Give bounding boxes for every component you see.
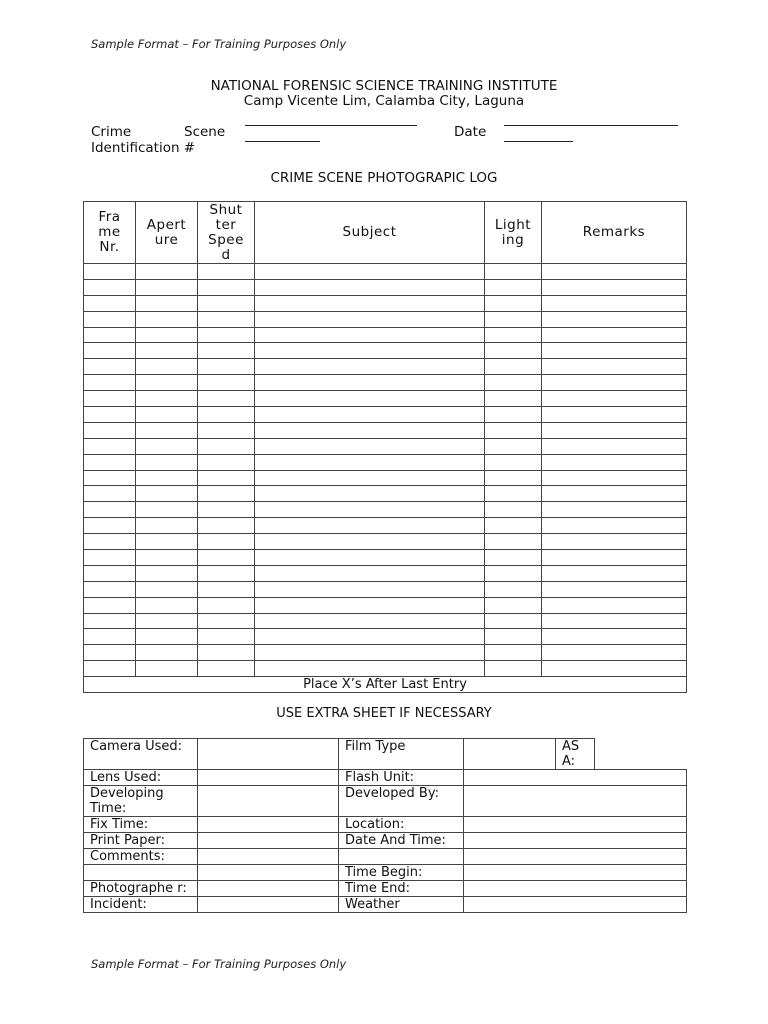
log-cell[interactable] xyxy=(84,391,136,407)
table-row xyxy=(84,264,687,280)
log-cell[interactable] xyxy=(84,407,136,423)
log-cell[interactable] xyxy=(542,375,687,391)
log-cell[interactable] xyxy=(84,343,136,359)
log-cell[interactable] xyxy=(136,597,198,613)
log-cell[interactable] xyxy=(255,534,485,550)
log-cell[interactable] xyxy=(136,486,198,502)
log-cell[interactable] xyxy=(136,518,198,534)
log-cell[interactable] xyxy=(542,534,687,550)
log-cell[interactable] xyxy=(485,597,542,613)
table-row xyxy=(84,295,687,311)
log-cell[interactable] xyxy=(136,311,198,327)
log-cell[interactable] xyxy=(485,565,542,581)
log-cell[interactable] xyxy=(198,343,255,359)
log-cell[interactable] xyxy=(485,661,542,677)
comments-field-3[interactable] xyxy=(198,865,339,881)
log-cell[interactable] xyxy=(198,470,255,486)
identification-label: Identification # xyxy=(91,140,196,156)
log-cell[interactable] xyxy=(255,454,485,470)
photographer-field[interactable] xyxy=(198,881,339,897)
log-cell[interactable] xyxy=(84,470,136,486)
log-cell[interactable] xyxy=(198,502,255,518)
date-and-time-field[interactable] xyxy=(464,833,687,849)
log-cell[interactable] xyxy=(198,359,255,375)
blank-field[interactable] xyxy=(464,849,687,865)
log-cell[interactable] xyxy=(542,613,687,629)
log-cell[interactable] xyxy=(255,502,485,518)
log-title: CRIME SCENE PHOTOGRAPIC LOG xyxy=(270,170,498,186)
log-cell[interactable] xyxy=(485,295,542,311)
print-paper-label: Print Paper: xyxy=(84,833,198,849)
table-row xyxy=(84,597,687,613)
log-cell[interactable] xyxy=(485,438,542,454)
log-cell[interactable] xyxy=(255,264,485,280)
table-row xyxy=(84,375,687,391)
log-cell[interactable] xyxy=(136,502,198,518)
developing-time-field[interactable] xyxy=(198,786,339,817)
photo-info-table xyxy=(83,738,687,913)
log-cell[interactable] xyxy=(255,391,485,407)
log-cell[interactable] xyxy=(84,629,136,645)
log-cell[interactable] xyxy=(136,470,198,486)
log-cell[interactable] xyxy=(136,295,198,311)
log-cell[interactable] xyxy=(136,422,198,438)
log-cell[interactable] xyxy=(255,550,485,566)
log-cell[interactable] xyxy=(485,470,542,486)
log-cell[interactable] xyxy=(485,454,542,470)
header-note: Sample Format – For Training Purposes Only xyxy=(91,37,347,51)
location-field[interactable] xyxy=(464,817,687,833)
table-row xyxy=(84,534,687,550)
log-cell[interactable] xyxy=(84,565,136,581)
location-label: Location: xyxy=(339,817,464,833)
table-row xyxy=(84,279,687,295)
log-cell[interactable] xyxy=(542,264,687,280)
log-cell[interactable] xyxy=(542,295,687,311)
log-cell[interactable] xyxy=(84,438,136,454)
log-cell[interactable] xyxy=(255,597,485,613)
log-cell[interactable] xyxy=(198,629,255,645)
log-cell[interactable] xyxy=(198,375,255,391)
log-cell[interactable] xyxy=(485,502,542,518)
log-cell[interactable] xyxy=(136,391,198,407)
scene-label: Scene xyxy=(184,124,226,140)
log-cell[interactable] xyxy=(198,454,255,470)
log-cell[interactable] xyxy=(84,581,136,597)
log-cell[interactable] xyxy=(84,359,136,375)
log-cell[interactable] xyxy=(136,661,198,677)
date-and-time-label: Date And Time: xyxy=(339,833,464,849)
log-cell[interactable] xyxy=(136,279,198,295)
log-cell[interactable] xyxy=(255,661,485,677)
log-cell[interactable] xyxy=(198,279,255,295)
flash-unit-label: Flash Unit: xyxy=(339,770,464,786)
log-cell[interactable] xyxy=(542,311,687,327)
log-cell[interactable] xyxy=(198,661,255,677)
log-cell[interactable] xyxy=(136,629,198,645)
date-line[interactable] xyxy=(504,125,678,126)
log-cell[interactable] xyxy=(198,534,255,550)
log-cell[interactable] xyxy=(485,279,542,295)
log-cell[interactable] xyxy=(485,375,542,391)
log-cell[interactable] xyxy=(542,502,687,518)
camera-used-field[interactable] xyxy=(198,739,339,770)
log-cell[interactable] xyxy=(255,470,485,486)
log-cell[interactable] xyxy=(255,279,485,295)
log-cell[interactable] xyxy=(136,438,198,454)
log-cell[interactable] xyxy=(485,422,542,438)
log-cell[interactable] xyxy=(136,375,198,391)
table-row xyxy=(84,550,687,566)
comments-field-2[interactable] xyxy=(84,865,198,881)
log-cell[interactable] xyxy=(255,565,485,581)
incident-field[interactable] xyxy=(198,897,339,913)
table-row xyxy=(84,359,687,375)
log-cell[interactable] xyxy=(255,645,485,661)
film-type-label: Film Type xyxy=(339,739,464,770)
column-header-subject: Subject xyxy=(255,202,485,264)
log-cell[interactable] xyxy=(198,597,255,613)
fix-time-field[interactable] xyxy=(198,817,339,833)
log-cell[interactable] xyxy=(255,613,485,629)
photographic-log-table xyxy=(83,201,687,693)
fix-time-label: Fix Time: xyxy=(84,817,198,833)
developed-by-field[interactable] xyxy=(464,786,687,817)
log-cell[interactable] xyxy=(84,279,136,295)
column-header-frame: Fra me Nr. xyxy=(84,202,136,264)
log-cell[interactable] xyxy=(84,375,136,391)
table-row xyxy=(84,613,687,629)
log-cell[interactable] xyxy=(136,565,198,581)
log-cell[interactable] xyxy=(198,391,255,407)
log-cell[interactable] xyxy=(485,629,542,645)
lens-used-field[interactable] xyxy=(198,770,339,786)
table-row xyxy=(84,454,687,470)
column-header-lighting: Light ing xyxy=(485,202,542,264)
log-cell[interactable] xyxy=(136,343,198,359)
log-cell[interactable] xyxy=(542,343,687,359)
log-cell[interactable] xyxy=(255,629,485,645)
log-cell[interactable] xyxy=(542,454,687,470)
developing-time-label: Developing Time: xyxy=(84,786,198,817)
log-cell[interactable] xyxy=(542,279,687,295)
time-end-field[interactable] xyxy=(464,881,687,897)
log-cell[interactable] xyxy=(198,422,255,438)
table-row xyxy=(84,661,687,677)
table-row xyxy=(84,407,687,423)
table-row xyxy=(84,470,687,486)
log-cell[interactable] xyxy=(542,438,687,454)
log-cell[interactable] xyxy=(84,613,136,629)
table-row xyxy=(84,486,687,502)
log-cell[interactable] xyxy=(485,311,542,327)
log-cell[interactable] xyxy=(84,518,136,534)
log-cell[interactable] xyxy=(485,486,542,502)
log-cell[interactable] xyxy=(136,534,198,550)
log-cell[interactable] xyxy=(255,438,485,454)
log-cell[interactable] xyxy=(542,550,687,566)
date-line-2[interactable] xyxy=(504,141,573,142)
log-cell[interactable] xyxy=(198,613,255,629)
log-cell[interactable] xyxy=(136,581,198,597)
time-begin-label: Time Begin: xyxy=(339,865,464,881)
log-cell[interactable] xyxy=(485,391,542,407)
log-cell[interactable] xyxy=(255,359,485,375)
log-footer: Place X’s After Last Entry xyxy=(84,677,687,693)
log-cell[interactable] xyxy=(485,518,542,534)
log-cell[interactable] xyxy=(84,311,136,327)
log-cell[interactable] xyxy=(198,264,255,280)
footer-note: Sample Format – For Training Purposes Only xyxy=(91,957,347,971)
log-cell[interactable] xyxy=(542,597,687,613)
incident-label: Incident: xyxy=(84,897,198,913)
log-cell[interactable] xyxy=(485,327,542,343)
log-cell[interactable] xyxy=(542,359,687,375)
blank-label xyxy=(339,849,464,865)
log-cell[interactable] xyxy=(255,518,485,534)
log-cell[interactable] xyxy=(542,327,687,343)
log-cell[interactable] xyxy=(485,645,542,661)
lens-used-label: Lens Used: xyxy=(84,770,198,786)
film-type-field[interactable] xyxy=(464,739,556,770)
log-cell[interactable] xyxy=(485,407,542,423)
log-cell[interactable] xyxy=(84,645,136,661)
log-cell[interactable] xyxy=(136,454,198,470)
time-begin-field[interactable] xyxy=(464,865,687,881)
weather-label: Weather xyxy=(339,897,464,913)
log-cell[interactable] xyxy=(542,470,687,486)
column-header-aperture: Apert ure xyxy=(136,202,198,264)
log-cell[interactable] xyxy=(84,327,136,343)
log-cell[interactable] xyxy=(542,486,687,502)
table-row xyxy=(84,391,687,407)
asa-label: AS A: xyxy=(556,739,595,770)
log-cell[interactable] xyxy=(542,629,687,645)
log-cell[interactable] xyxy=(485,359,542,375)
log-cell[interactable] xyxy=(136,613,198,629)
log-cell[interactable] xyxy=(485,581,542,597)
identification-line[interactable] xyxy=(245,141,320,142)
log-cell[interactable] xyxy=(542,391,687,407)
log-cell[interactable] xyxy=(542,422,687,438)
comments-field[interactable] xyxy=(198,849,339,865)
log-cell[interactable] xyxy=(198,407,255,423)
asa-field[interactable] xyxy=(595,739,687,770)
log-cell[interactable] xyxy=(136,645,198,661)
crime-scene-line[interactable] xyxy=(245,125,417,126)
log-cell[interactable] xyxy=(136,407,198,423)
log-cell[interactable] xyxy=(84,597,136,613)
table-row xyxy=(84,629,687,645)
column-header-shutter-speed: Shut ter Spee d xyxy=(198,202,255,264)
table-row xyxy=(84,645,687,661)
log-cell[interactable] xyxy=(542,518,687,534)
log-cell[interactable] xyxy=(198,486,255,502)
log-cell[interactable] xyxy=(255,581,485,597)
organization-address: Camp Vicente Lim, Calamba City, Laguna xyxy=(243,93,525,109)
log-cell[interactable] xyxy=(255,486,485,502)
table-row xyxy=(84,581,687,597)
extra-sheet-note: USE EXTRA SHEET IF NECESSARY xyxy=(276,706,492,721)
organization-name: NATIONAL FORENSIC SCIENCE TRAINING INSTITUTE xyxy=(210,78,558,94)
table-row xyxy=(84,327,687,343)
log-cell[interactable] xyxy=(198,295,255,311)
weather-field[interactable] xyxy=(464,897,687,913)
log-cell[interactable] xyxy=(255,407,485,423)
log-cell[interactable] xyxy=(255,375,485,391)
log-cell[interactable] xyxy=(485,264,542,280)
log-cell[interactable] xyxy=(84,534,136,550)
log-cell[interactable] xyxy=(255,311,485,327)
table-row xyxy=(84,438,687,454)
table-row xyxy=(84,518,687,534)
table-row xyxy=(84,422,687,438)
log-cell[interactable] xyxy=(136,550,198,566)
log-cell[interactable] xyxy=(198,311,255,327)
log-cell[interactable] xyxy=(255,295,485,311)
log-cell[interactable] xyxy=(255,343,485,359)
table-row xyxy=(84,343,687,359)
log-cell[interactable] xyxy=(198,438,255,454)
log-cell[interactable] xyxy=(84,661,136,677)
log-cell[interactable] xyxy=(542,407,687,423)
log-cell[interactable] xyxy=(198,550,255,566)
table-row xyxy=(84,565,687,581)
log-cell[interactable] xyxy=(485,550,542,566)
log-cell[interactable] xyxy=(198,645,255,661)
log-cell[interactable] xyxy=(255,327,485,343)
log-cell[interactable] xyxy=(198,565,255,581)
column-header-remarks: Remarks xyxy=(542,202,687,264)
log-cell[interactable] xyxy=(198,518,255,534)
developed-by-label: Developed By: xyxy=(339,786,464,817)
log-cell[interactable] xyxy=(485,534,542,550)
log-cell[interactable] xyxy=(84,502,136,518)
time-end-label: Time End: xyxy=(339,881,464,897)
log-cell[interactable] xyxy=(198,327,255,343)
log-cell[interactable] xyxy=(136,359,198,375)
table-row xyxy=(84,311,687,327)
log-cell[interactable] xyxy=(84,264,136,280)
log-cell[interactable] xyxy=(542,661,687,677)
log-cell[interactable] xyxy=(485,343,542,359)
log-cell[interactable] xyxy=(542,565,687,581)
log-cell[interactable] xyxy=(84,486,136,502)
table-row xyxy=(84,502,687,518)
log-cell[interactable] xyxy=(198,581,255,597)
log-cell[interactable] xyxy=(84,550,136,566)
log-cell[interactable] xyxy=(542,581,687,597)
log-cell[interactable] xyxy=(485,613,542,629)
crime-label: Crime xyxy=(91,124,132,140)
comments-label: Comments: xyxy=(84,849,198,865)
log-cell[interactable] xyxy=(255,422,485,438)
log-cell[interactable] xyxy=(84,295,136,311)
log-cell[interactable] xyxy=(136,264,198,280)
flash-unit-field[interactable] xyxy=(464,770,687,786)
print-paper-field[interactable] xyxy=(198,833,339,849)
date-label: Date xyxy=(454,124,487,140)
log-cell[interactable] xyxy=(84,454,136,470)
log-cell[interactable] xyxy=(84,422,136,438)
log-cell[interactable] xyxy=(136,327,198,343)
photographer-label: Photographe r: xyxy=(84,881,198,897)
camera-used-label: Camera Used: xyxy=(84,739,198,770)
log-cell[interactable] xyxy=(542,645,687,661)
